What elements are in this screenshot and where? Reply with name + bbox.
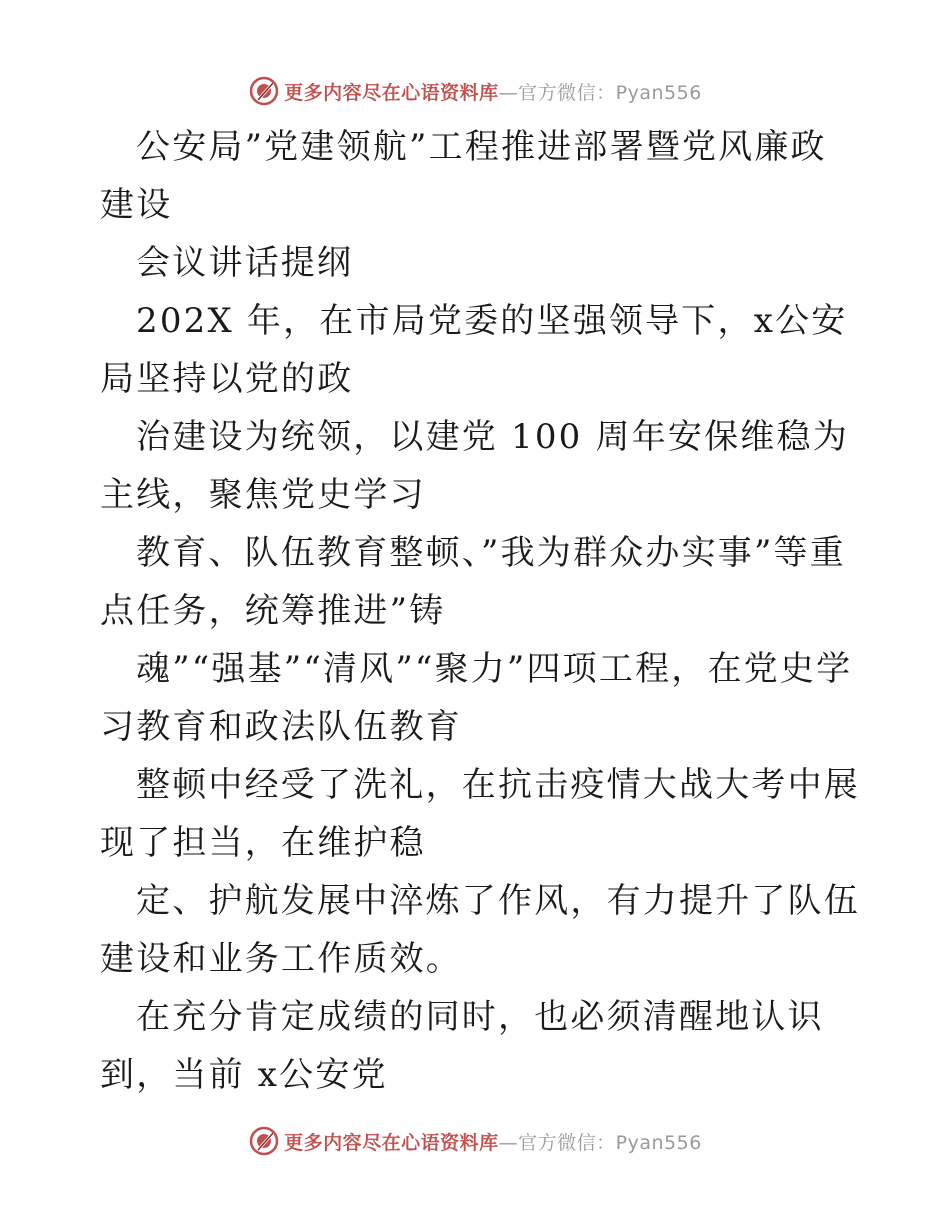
paragraph: 魂”“强基”“清风”“聚力”四项工程，在党史学习教育和政法队伍教育 — [100, 649, 853, 747]
brand-logo-icon — [248, 75, 280, 107]
banner-separator: — — [498, 1131, 519, 1154]
banner-wechat-label: 官方微信：Pyan556 — [518, 81, 702, 104]
paragraph: 整顿中经受了洗礼，在抗击疫情大战大考中展现了担当，在维护稳 — [100, 765, 860, 863]
document-subtitle: 会议讲话提纲 — [136, 243, 354, 283]
banner-separator: — — [498, 81, 519, 104]
banner-brand-text: 更多内容尽在心语资料库 — [284, 81, 499, 104]
document-body — [100, 118, 860, 1104]
paragraph: 治建设为统领，以建党 100 周年安保维稳为主线，聚焦党史学习 — [100, 417, 849, 515]
paragraph: 教育、队伍教育整顿、”我为群众办实事”等重点任务，统筹推进”铸 — [100, 533, 846, 631]
document-title: 公安局”党建领航”工程推进部署暨党风廉政建设 — [100, 127, 827, 225]
banner-brand-text: 更多内容尽在心语资料库 — [284, 1131, 499, 1154]
paragraph: 202X 年，在市局党委的坚强领导下，x公安局坚持以党的政 — [100, 301, 848, 399]
header-banner — [0, 71, 950, 111]
paragraph: 定、护航发展中淬炼了作风，有力提升了队伍建设和业务工作质效。 — [100, 881, 860, 979]
footer-banner — [0, 1121, 950, 1161]
banner-wechat-label: 官方微信：Pyan556 — [518, 1131, 702, 1154]
paragraph: 在充分肯定成绩的同时，也必须清醒地认识到，当前 x公安党 — [100, 997, 824, 1095]
brand-logo-icon — [248, 1125, 280, 1157]
